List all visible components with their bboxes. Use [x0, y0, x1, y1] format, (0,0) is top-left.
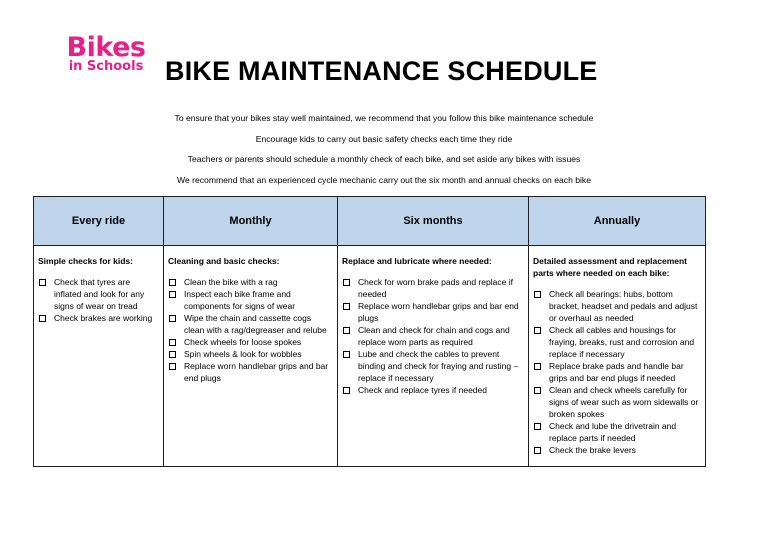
annually-cell — [529, 246, 706, 467]
intro-line-1: To ensure that your bikes stay well maintained, we recommend that you follow this bike maintenance schedule — [174, 113, 594, 123]
checklist-item — [38, 312, 159, 324]
checkbox-icon[interactable] — [534, 363, 541, 370]
checkbox-icon[interactable] — [169, 291, 176, 298]
checklist-item-text: Replace worn handlebar grips and bar end plugs — [184, 361, 329, 383]
monthly-cell — [164, 246, 338, 467]
checklist-item-text: Check all bearings: hubs, bottom bracket, headset and pedals and adjust or overhaul as needed — [549, 289, 698, 323]
checklist-item-text: Replace brake pads and handle bar grips and bar end plugs if needed — [549, 361, 684, 383]
checklist-item-text: Wipe the chain and cassette cogs clean with a rag/degreaser and relube — [184, 313, 327, 335]
header-row — [34, 197, 706, 246]
checklist-item-text: Inspect each bike frame and components for signs of wear — [184, 289, 296, 311]
checklist-item — [342, 384, 524, 396]
checklist-item-text: Spin wheels & look for wobbles — [184, 349, 302, 359]
checkbox-icon[interactable] — [169, 279, 176, 286]
logo-line-1: Bikes — [66, 32, 146, 63]
checklist-item — [533, 420, 701, 444]
intro-line-4: We recommend that an experienced cycle mechanic carry out the six month and annual checks on each bike — [177, 175, 591, 185]
checklist-item — [168, 312, 333, 336]
bikes-in-schools-logo — [66, 34, 146, 73]
checklist-item-text: Clean and check for chain and cogs and replace worn parts as required — [358, 325, 510, 347]
annually-subheading: Detailed assessment and replacement parts where needed on each bike: — [533, 256, 688, 278]
column-header-six-months: Six months — [338, 197, 529, 246]
checklist-item-text: Check all cables and housings for fraying, breaks, rust and corrosion and replace if necessary — [549, 325, 695, 359]
checkbox-icon[interactable] — [534, 423, 541, 430]
checkbox-icon[interactable] — [534, 327, 541, 334]
checklist-item — [168, 276, 333, 288]
every-ride-cell — [34, 246, 164, 467]
every-ride-checklist — [38, 276, 159, 324]
checklist-item — [168, 360, 333, 384]
checklist-item-text: Clean the bike with a rag — [184, 277, 278, 287]
page-title: BIKE MAINTENANCE SCHEDULE — [165, 56, 598, 86]
checklist-item-text: Clean and check wheels carefully for signs of wear such as worn sidewalls or broken spokes — [549, 385, 699, 419]
checkbox-icon[interactable] — [343, 279, 350, 286]
maintenance-schedule-table — [33, 196, 706, 467]
checklist-item — [168, 288, 333, 312]
checklist-item — [38, 276, 159, 312]
checklist-item — [533, 444, 701, 456]
checkbox-icon[interactable] — [343, 303, 350, 310]
checklist-item-text: Check the brake levers — [549, 445, 636, 455]
checkbox-icon[interactable] — [343, 387, 350, 394]
checklist-item-text: Check and replace tyres if needed — [358, 385, 487, 395]
checklist-item — [342, 300, 524, 324]
checkbox-icon[interactable] — [169, 315, 176, 322]
checks-row — [34, 246, 706, 467]
intro-line-3: Teachers or parents should schedule a monthly check of each bike, and set aside any bikes with issues — [187, 154, 581, 164]
checklist-item — [168, 336, 333, 348]
checklist-item-text: Check for worn brake pads and replace if needed — [358, 277, 513, 299]
checklist-item — [168, 348, 333, 360]
intro-line-2: Encourage kids to carry out basic safety checks each time they ride — [255, 134, 513, 144]
checkbox-icon[interactable] — [39, 279, 46, 286]
checklist-item-text: Check that tyres are inflated and look for any signs of wear on tread — [54, 277, 145, 311]
checkbox-icon[interactable] — [534, 387, 541, 394]
checklist-item — [533, 324, 701, 360]
checkbox-icon[interactable] — [39, 315, 46, 322]
monthly-subheading: Cleaning and basic checks: — [168, 256, 280, 266]
checklist-item-text: Check and lube the drivetrain and replace parts if needed — [549, 421, 677, 443]
checkbox-icon[interactable] — [169, 351, 176, 358]
checklist-item — [533, 360, 701, 384]
column-header-annually: Annually — [529, 197, 706, 246]
six-months-cell — [338, 246, 529, 467]
checklist-item — [342, 324, 524, 348]
monthly-checklist — [168, 276, 333, 384]
checklist-item — [342, 348, 524, 384]
checkbox-icon[interactable] — [169, 339, 176, 346]
six-months-checklist — [342, 276, 524, 396]
checklist-item-text: Check wheels for loose spokes — [184, 337, 302, 347]
checklist-item-text: Check brakes are working — [54, 313, 153, 323]
checkbox-icon[interactable] — [534, 291, 541, 298]
logo-line-2: in Schools — [68, 59, 144, 74]
checkbox-icon[interactable] — [534, 447, 541, 454]
checklist-item-text: Lube and check the cables to prevent binding and check for fraying and rusting – replace if necessary — [358, 349, 519, 383]
checklist-item — [533, 288, 701, 324]
checklist-item — [342, 276, 524, 300]
every-ride-subheading: Simple checks for kids: — [38, 256, 133, 266]
column-header-every-ride: Every ride — [34, 197, 164, 246]
column-header-monthly: Monthly — [164, 197, 338, 246]
checkbox-icon[interactable] — [169, 363, 176, 370]
checkbox-icon[interactable] — [343, 327, 350, 334]
six-months-subheading: Replace and lubricate where needed: — [342, 256, 492, 266]
checkbox-icon[interactable] — [343, 351, 350, 358]
checklist-item-text: Replace worn handlebar grips and bar end plugs — [358, 301, 519, 323]
annually-checklist — [533, 288, 701, 456]
checklist-item — [533, 384, 701, 420]
